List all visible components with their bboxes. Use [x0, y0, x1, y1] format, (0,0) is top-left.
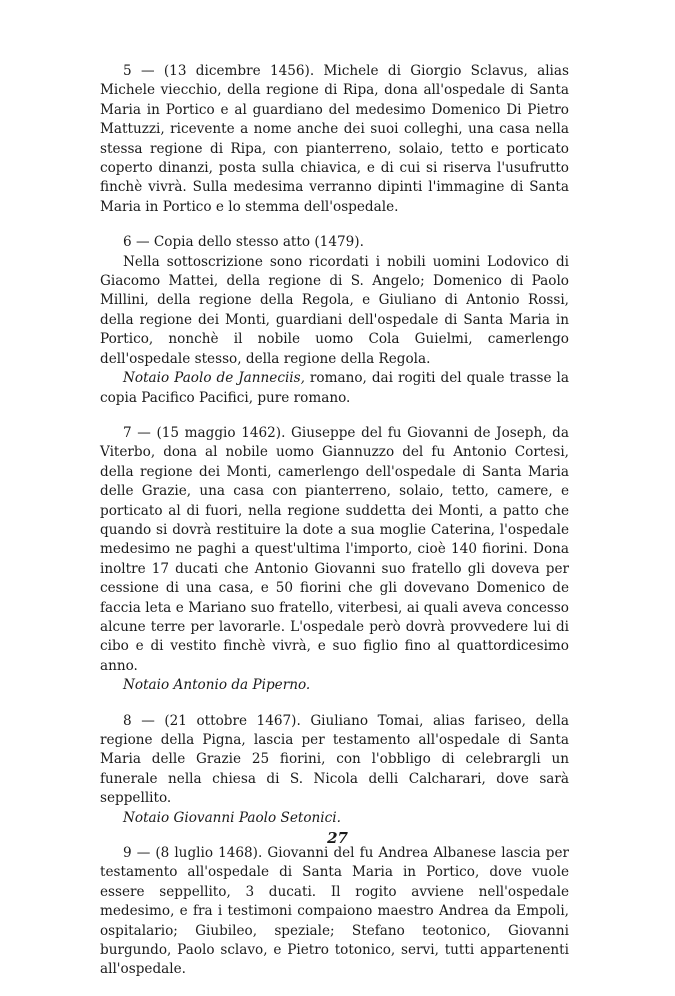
entry-6	[100, 233, 569, 408]
entry-body: Giuliano Tomai, alias fariseo, della regione della Pigna, lascia per testamento all'ospedale di Santa Maria delle Grazie 25 fiorini, con l'obbligo di celebrargli un funerale nella chiesa di S. Nicola delli Calcharari, dove sarà seppellito.	[100, 712, 569, 807]
entry-9	[100, 844, 569, 980]
entry-text	[100, 844, 569, 980]
entry-5	[100, 62, 569, 217]
entry-text	[100, 62, 569, 217]
entry-heading: 6 — Copia dello stesso atto (1479).	[123, 234, 364, 251]
notary-name: Notaio Giovanni Paolo Setonici.	[123, 809, 341, 826]
document-body	[100, 62, 569, 996]
entry-heading: 8 — (21 ottobre 1467).	[123, 712, 301, 729]
entry-body: Nella sottoscrizione sono ricordati i nobili uomini Lodovico di Giacomo Mattei, della regione di S. Angelo; Domenico di Paolo Millini, della regione della Regola, e Giuliano di Antonio Rossi, della regione dei Monti, guardiani dell'ospedale di Santa Maria in Portico, nonchè il nobile uomo Cola Guielmi, camerlengo dell'ospedale stesso, della regione della Regola.	[100, 253, 569, 367]
entry-text	[100, 712, 569, 809]
entry-body: Michele di Giorgio Sclavus, alias Michele viecchio, della regione di Ripa, dona all'ospedale di Santa Maria in Portico e al guardiano del medesimo Domenico Di Pietro Mattuzzi, ricevente a nome anche dei suoi colleghi, una casa nella stessa regione di Ripa, con pianterreno, solaio, tetto e porticato coperto dinanzi, posta sulla chiavica, e di cui si riserva l'usufrutto finchè vivrà. Sulla medesima verranno dipinti l'immagine di Santa Maria in Portico e lo stemma dell'ospedale.	[100, 63, 569, 215]
entry-heading: 5 — (13 dicembre 1456).	[123, 63, 315, 79]
entry-body: Giuseppe del fu Giovanni de Joseph, da Viterbo, dona al nobile uomo Giannuzzo del fu Antonio Cortesi, della regione dei Monti, camerlengo dell'ospedale di Santa Maria delle Grazie, una casa con pianterreno, solaio, tetto, camere, e porticato al di fuori, nella regione suddetta dei Monti, a patto che quando si dovrà restituire la dote a sua moglie Caterina, l'ospedale medesimo ne paghi a quest'ultima l'importo, cioè 140 fiorini. Dona inoltre 17 ducati che Antonio Giovanni suo fratello gli doveva per cessione di una casa, e 50 fiorini che gli dovevano Domenico de faccia leta e Mariano suo fratello, viterbesi, ai quali aveva concesso alcune terre per lavorarle. L'ospedale però dovrà provvedere lui di cibo e di vestito finchè vivrà, e suo figlio fino al quattordicesimo anno.	[100, 424, 569, 674]
entry-text	[100, 424, 569, 676]
entry-8	[100, 712, 569, 828]
notary-line	[100, 369, 569, 408]
notary-name: Notaio Paolo de Janneciis,	[123, 370, 305, 387]
entry-body: Giovanni del fu Andrea Albanese lascia per testamento all'ospedale di Santa Maria in Portico, dove vuole essere seppellito, 3 ducati. Il rogito avviene nell'ospedale medesimo, e fra i testimoni compaiono maestro Andrea da Empoli, ospitalario; Giubileo, speziale; Stefano teotonico, Giovanni burgundo, Paolo sclavo, e Pietro totonico, servi, tutti appartenenti all'ospedale.	[100, 845, 570, 978]
page-number: 27	[327, 829, 348, 847]
entry-7	[100, 424, 569, 696]
entry-heading: 9 — (8 luglio 1468).	[123, 845, 263, 862]
notary-rest: romano, dai rogiti del quale trasse la copia Pacifico Pacifici, pure romano.	[100, 370, 569, 406]
entry-heading: 7 — (15 maggio 1462).	[123, 424, 286, 441]
notary-name: Notaio Antonio da Piperno.	[123, 677, 311, 694]
